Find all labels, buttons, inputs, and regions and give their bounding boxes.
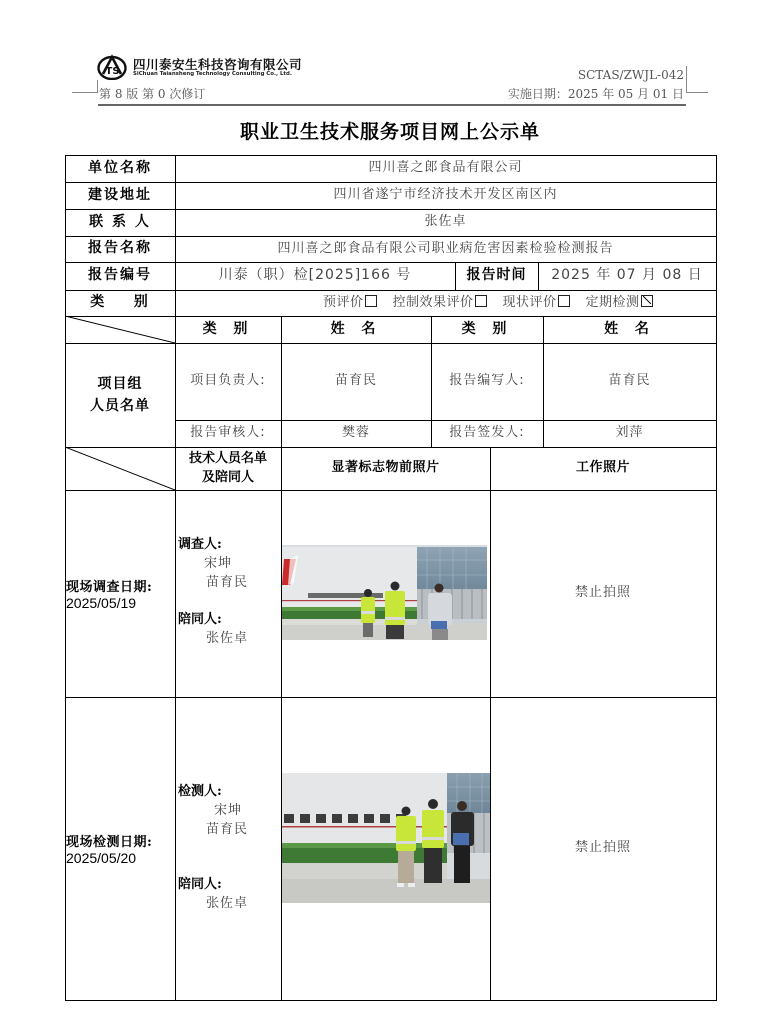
team-name-report-writer: 苗育民: [608, 373, 651, 389]
escort-label: 陪同人:: [178, 877, 222, 892]
checkbox-unchecked-icon[interactable]: [365, 295, 377, 307]
escort-name: 张佐卓: [206, 896, 249, 911]
testing-date-label: 现场检测日期:: [66, 835, 153, 850]
contact-label: 联 系 人: [89, 213, 151, 230]
site-survey-landmark-photo[interactable]: [282, 545, 487, 640]
category-option-status-evaluation[interactable]: 现状评价: [503, 293, 570, 313]
unit-name-value: 四川喜之郎食品有限公司: [368, 160, 523, 176]
category-label: 类 别: [90, 294, 150, 311]
tester-name: 苗育民: [206, 822, 249, 837]
checkbox-checked-icon[interactable]: [641, 295, 653, 307]
survey-date-label: 现场调查日期:: [66, 580, 153, 595]
testing-date-value: 2025/05/20: [66, 850, 137, 866]
survey-date-block: [66, 576, 152, 611]
address-label: 建设地址: [88, 186, 152, 203]
table-border-right: [716, 155, 717, 1001]
site-testing-landmark-photo[interactable]: [282, 773, 490, 903]
report-number-label: 报告编号: [88, 267, 152, 284]
photo-image: [282, 773, 490, 903]
report-name-label: 报告名称: [88, 240, 152, 257]
row-divider: [65, 697, 717, 698]
unit-name-label: 单位名称: [88, 159, 152, 176]
team-col-header-name2: 姓 名: [604, 320, 655, 337]
checkbox-unchecked-icon[interactable]: [475, 295, 487, 307]
category-option-pre-evaluation[interactable]: 预评价: [323, 293, 377, 313]
team-name-project-lead: 苗育民: [334, 373, 377, 389]
report-number-value: 川泰（职）检[2025]166 号: [218, 267, 412, 284]
company-name-en: SiChuan Taiansheng Technology Consulting Co., Ltd.: [133, 71, 292, 77]
testing-date-block: [66, 831, 152, 866]
column-divider: [281, 447, 282, 1001]
surveyor-label: 调查人:: [178, 537, 222, 552]
document-code: SCTAS/ZWJL-042: [577, 68, 684, 82]
team-role-report-issuer: 报告签发人:: [449, 425, 525, 441]
svg-text:TS: TS: [105, 66, 120, 77]
category-option-periodic-testing[interactable]: 定期检测: [586, 293, 653, 313]
report-name-value: 四川喜之郎食品有限公司职业病危害因素检验检测报告: [277, 240, 614, 256]
team-name-report-reviewer: 樊蓉: [341, 425, 370, 441]
escort-name: 张佐卓: [206, 631, 249, 646]
survey-work-photo-note: 禁止拍照: [574, 584, 631, 600]
row-divider: [65, 490, 717, 491]
photo-col-header-landmark: 显著标志物前照片: [331, 460, 440, 476]
tester-label: 检测人:: [178, 784, 222, 799]
edition-text: 第 8 版 第 0 次修订: [99, 87, 206, 101]
testing-staff-block: [178, 780, 248, 911]
surveyor-name: 宋坤: [204, 556, 233, 571]
address-value: 四川省遂宁市经济技术开发区南区内: [333, 187, 558, 203]
diagonal-header-cell: [65, 316, 175, 343]
photo-col-header-work: 工作照片: [575, 460, 630, 476]
team-role-project-lead: 项目负责人:: [190, 373, 266, 389]
checkbox-unchecked-icon[interactable]: [558, 295, 570, 307]
survey-staff-block: [178, 533, 248, 646]
table-border-bottom: [65, 1000, 717, 1001]
page-title: 职业卫生技术服务项目网上公示单: [239, 121, 540, 143]
team-section-label: 项目组 人员名单: [90, 375, 150, 414]
report-time-label: 报告时间: [466, 267, 527, 284]
team-col-header-name1: 姓 名: [330, 320, 382, 337]
category-options: [175, 290, 716, 316]
team-role-report-writer: 报告编写人:: [449, 373, 525, 389]
report-time-value: 2025 年 07 月 08 日: [551, 267, 703, 284]
implementation-date: 实施日期：2025 年 05 月 01 日: [507, 87, 684, 101]
category-option-control-effect[interactable]: 控制效果评价: [393, 293, 487, 313]
team-col-header-role2: 类 别: [461, 320, 513, 337]
diagonal-header-cell: [65, 447, 175, 490]
contact-value: 张佐卓: [424, 214, 467, 230]
surveyor-name: 苗育民: [206, 575, 249, 590]
testing-work-photo-note: 禁止拍照: [574, 839, 631, 855]
survey-date-value: 2025/05/19: [66, 595, 137, 611]
tester-name: 宋坤: [214, 803, 243, 818]
escort-label: 陪同人:: [178, 612, 222, 627]
photo-col-header-staff: 技术人员名单 及陪同人: [188, 450, 267, 485]
team-col-header-role1: 类 别: [202, 320, 254, 337]
photo-image: [282, 545, 487, 640]
team-name-report-issuer: 刘萍: [615, 425, 644, 441]
column-divider: [490, 447, 491, 1001]
company-name-cn: 四川泰安生科技咨询有限公司: [133, 57, 303, 72]
team-role-report-reviewer: 报告审核人:: [190, 425, 266, 441]
